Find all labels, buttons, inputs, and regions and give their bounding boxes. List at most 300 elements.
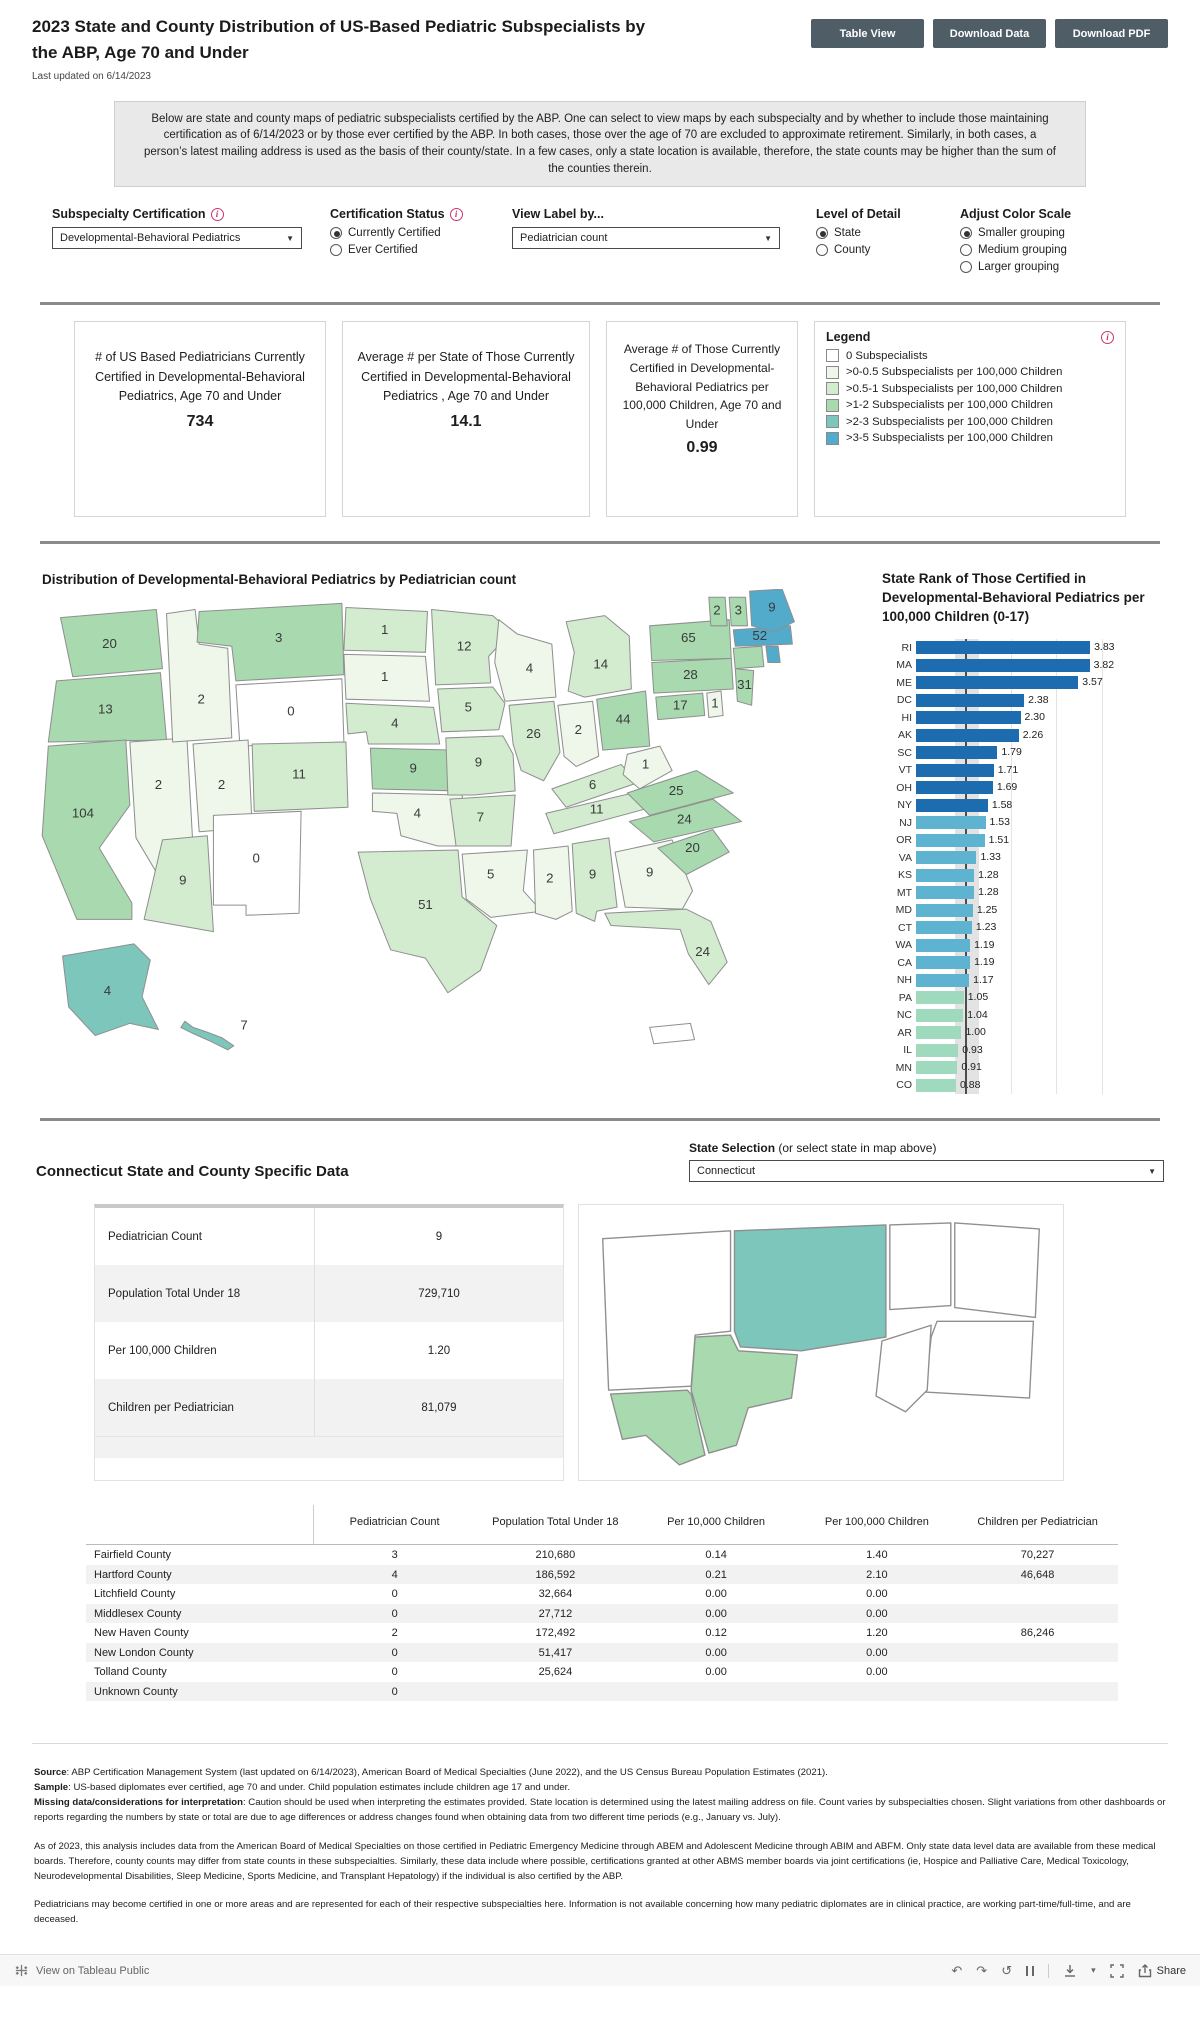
state-count-label: 2 [154,777,163,793]
info-icon[interactable]: i [450,208,463,221]
bar-value-label: 1.28 [978,886,999,899]
rank-row-IL [882,1042,1168,1060]
rank-chart-title: State Rank of Those Certified in Developmental-Behavioral Pediatrics per 100,000 Children (0-17) [882,571,1145,625]
county-value: 3 [391,1549,398,1562]
rank-bar-PA[interactable] [916,991,964,1004]
bar-value-label: 1.71 [997,763,1019,776]
subspecialty-dropdown[interactable]: Developmental-Behavioral Pediatrics ▼ [52,227,302,249]
county-value: 0.12 [705,1627,727,1640]
county-value [957,1662,1118,1682]
bar-value-label: 1.69 [996,781,1018,794]
legend-label: 0 Subspecialists [846,349,928,362]
county-value: 70,227 [1020,1549,1055,1562]
chevron-down-icon[interactable]: ▾ [1091,1965,1096,1976]
map-column [32,558,882,1094]
bar-track [916,764,1168,777]
county-value: 32,664 [538,1588,573,1601]
bar-track [916,816,1168,829]
bar-value-label: 1.51 [988,833,1010,846]
share-button[interactable]: Share [1138,1964,1186,1978]
state-WY[interactable] [236,679,344,746]
kpi-average-per-state: Average # per State of Those Currently Certified in Developmental-Behavioral Pediatrics , Age 70 and Under 14.1 [342,321,590,517]
rank-row-VA [882,849,1168,867]
summary-row[interactable] [95,1322,563,1379]
view-label-dropdown[interactable]: Pediatrician count ▼ [512,227,780,249]
state-count-label: 25 [668,783,684,799]
bar-track [916,694,1168,707]
state-count-label: 1 [380,622,389,638]
state-count-label: 4 [103,983,112,999]
undo-icon[interactable]: ↶ [951,1963,963,1979]
rank-row-WA [882,937,1168,955]
page-title: 2023 State and County Distribution of US-Based Pediatric Subspecialists by the ABP, Age 70 and Under [32,17,646,63]
reset-icon[interactable]: ↺ [1001,1963,1013,1979]
state-abbrev-label: NC [896,1009,912,1022]
state-count-label: 104 [71,805,95,821]
rank-row-NJ [882,814,1168,832]
rank-bar-AR[interactable] [916,1026,961,1039]
state-AL[interactable] [572,838,617,922]
state-count-label: 20 [685,840,700,856]
county-middlesex[interactable] [876,1325,931,1412]
legend-swatch-icon [826,349,839,362]
state-count-label: 28 [683,667,698,683]
state-PA[interactable] [652,659,734,694]
rank-row-OH [882,779,1168,797]
county-table-row[interactable] [86,1584,1118,1604]
county-map-panel [578,1204,1064,1481]
state-HI[interactable] [181,1022,234,1051]
county-table [86,1505,1118,1701]
bar-track [916,799,1168,812]
rank-bar-AK[interactable] [916,729,1019,742]
summary-row[interactable] [95,1208,563,1265]
county-value [957,1643,1118,1663]
state-MI[interactable] [566,616,631,698]
state-NE[interactable] [346,704,440,745]
radio-icon [960,261,972,273]
kpi-value: 734 [186,412,214,430]
bar-track [916,729,1168,742]
legend-item[interactable] [826,382,1114,395]
state-abbrev-label: NY [897,799,912,812]
state-VT[interactable] [709,598,727,627]
county-fairfield[interactable] [611,1390,705,1465]
state-abbrev-label: AK [897,729,912,742]
pause-icon[interactable] [1026,1966,1034,1976]
county-windham[interactable] [955,1223,1040,1317]
rank-bar-CO[interactable] [916,1079,956,1092]
rank-row-AK [882,727,1168,745]
bar-track [916,676,1168,689]
state-count-label: 12 [456,638,472,654]
county-col-header: Population Total Under 18 [492,1516,619,1529]
state-abbrev-label: OR [896,834,912,847]
bar-value-label: 3.83 [1094,641,1115,654]
summary-row[interactable] [95,1265,563,1322]
state-MO[interactable] [446,736,515,795]
state-PR[interactable] [650,1024,695,1044]
radio-icon [330,244,342,256]
county-table-row[interactable] [86,1643,1118,1663]
rank-bar-NY[interactable] [916,799,988,812]
rank-bar-NH[interactable] [916,974,969,987]
county-value: 0.00 [705,1666,727,1679]
state-count-label: 20 [102,636,117,652]
info-icon[interactable]: i [1101,331,1114,344]
bar-track [916,886,1168,899]
rank-bar-HI[interactable] [916,711,1021,724]
county-value: 210,680 [535,1549,576,1562]
state-selection-dropdown[interactable]: Connecticut ▼ [689,1160,1164,1182]
level-of-detail-control [816,207,928,278]
legend-items [826,349,1114,445]
county-col-header: Children per Pediatrician [977,1516,1098,1529]
county-table-row[interactable] [86,1662,1118,1682]
radio-county[interactable]: County [816,244,928,256]
state-count-label: 31 [737,677,752,693]
state-AR[interactable] [450,795,515,846]
state-IA[interactable] [438,687,505,732]
state-count-label: 2 [546,871,554,887]
bar-value-label: 1.17 [973,973,994,986]
county-value: 2.10 [866,1568,888,1581]
state-RI[interactable] [766,647,780,663]
rank-bar-MD[interactable] [916,904,973,917]
legend-label: >1-2 Subspecialists per 100,000 Children [846,399,1053,412]
bar-value-label: 1.25 [976,903,998,916]
footer-paragraph: Pediatricians may become certified in one or more areas and are represented for each of their respective subspecialties here. Information is not available concerning how many pediatric diplomates are in clinical practice, are working part-time/full-time, and are deceased. [34,1899,1131,1926]
county-col-header [86,1505,314,1544]
section-divider [40,302,1160,305]
state-NJ[interactable] [735,669,753,706]
state-CA[interactable] [42,740,132,919]
state-count-label: 9 [474,754,483,770]
state-abbrev-label: SC [897,746,912,759]
summary-row[interactable] [95,1379,563,1436]
state-summary-table [94,1204,564,1481]
rank-row-AR [882,1024,1168,1042]
county-new-haven[interactable] [691,1335,797,1453]
state-CO[interactable] [252,742,348,811]
legend-swatch-icon [826,399,839,412]
legend-item[interactable] [826,366,1114,379]
legend-swatch-icon [826,415,839,428]
state-count-label: 26 [526,726,541,742]
radio-state[interactable]: State [816,227,928,239]
rank-row-RI [882,639,1168,657]
bar-track [916,991,1168,1004]
county-value: 0.00 [866,1666,888,1679]
county-name: Unknown County [94,1685,178,1698]
state-count-label: 5 [486,866,495,882]
county-value [957,1604,1118,1624]
rank-bar-MN[interactable] [916,1061,957,1074]
download-data-button[interactable]: Download Data [933,19,1046,48]
redo-icon[interactable]: ↷ [976,1963,988,1979]
bar-track [916,834,1168,847]
state-KS[interactable] [370,748,458,791]
bar-value-label: 2.38 [1028,693,1049,706]
state-abbrev-label: CA [897,956,912,969]
county-table-header [86,1505,1118,1545]
bar-value-label: 0.88 [960,1078,981,1091]
state-section-header [36,1141,1164,1182]
state-ND[interactable] [344,608,428,653]
header [32,0,1168,82]
download-pdf-button[interactable]: Download PDF [1055,19,1168,48]
state-rank-chart [882,639,1168,1094]
county-value: 0 [391,1607,398,1620]
county-new-london[interactable] [925,1321,1033,1398]
rank-bar-IL[interactable] [916,1044,958,1057]
rank-bar-ME[interactable] [916,676,1078,689]
county-value: 0.00 [705,1646,727,1659]
bar-value-label: 2.26 [1022,728,1044,741]
state-count-label: 3 [734,602,743,618]
rank-bar-VT[interactable] [916,764,994,777]
rank-row-KS [882,867,1168,885]
state-abbrev-label: AR [897,1026,912,1039]
bar-value-label: 3.82 [1093,658,1115,671]
chevron-down-icon: ▼ [1148,1166,1156,1176]
bar-track [916,904,1168,917]
tableau-taskbar [0,1954,1200,1986]
view-on-tableau-public[interactable]: View on Tableau Public [14,1963,149,1978]
bar-value-label: 1.28 [978,868,999,881]
state-count-label: 7 [476,809,485,825]
state-count-label: 4 [525,661,534,677]
state-abbrev-label: NH [896,974,912,987]
legend-panel [814,321,1126,517]
radio-icon [816,227,828,239]
county-hartford[interactable] [734,1225,885,1351]
section-divider [40,541,1160,544]
rank-bar-KS[interactable] [916,869,974,882]
legend-item[interactable] [826,399,1114,412]
connecticut-county-map [585,1211,1057,1469]
bar-value-label: 0.93 [962,1043,983,1056]
county-value: 0.14 [705,1549,727,1562]
rank-bar-SC[interactable] [916,746,997,759]
fullscreen-icon[interactable] [1110,1964,1124,1978]
taskbar-actions [951,1964,1186,1978]
state-count-label: 4 [413,805,421,821]
radio-larger-grouping[interactable]: Larger grouping [960,261,1164,273]
county-value: 0 [391,1666,398,1679]
legend-swatch-icon [826,366,839,379]
state-abbrev-label: RI [901,641,912,654]
county-value: 0 [391,1646,398,1659]
rank-row-CT [882,919,1168,937]
state-DE[interactable] [707,691,723,718]
county-table-row[interactable] [86,1545,1118,1565]
county-value [636,1682,797,1702]
state-selection-block [689,1141,1164,1182]
county-tolland[interactable] [890,1223,951,1310]
state-IN[interactable] [558,702,599,767]
state-count-label: 5 [464,699,472,715]
state-MD[interactable] [656,693,705,720]
bar-track [916,781,1168,794]
county-table-row[interactable] [86,1623,1118,1643]
bar-track [916,974,1168,987]
county-value: 0.21 [705,1568,727,1581]
state-WA[interactable] [61,610,163,677]
county-value: 51,417 [538,1646,573,1659]
rank-bar-OH[interactable] [916,781,993,794]
county-value: 2 [391,1627,398,1640]
rank-bar-DC[interactable] [916,694,1024,707]
rank-row-NC [882,1007,1168,1025]
county-col-header: Per 10,000 Children [667,1516,766,1529]
rank-bar-WA[interactable] [916,939,970,952]
rank-bar-MT[interactable] [916,886,974,899]
county-value: 0.00 [705,1588,727,1601]
state-count-label: 9 [409,760,417,776]
state-abbrev-label: IL [903,1044,912,1057]
download-icon[interactable] [1063,1964,1077,1978]
county-value [957,1584,1118,1604]
county-name: Middlesex County [94,1607,182,1620]
summary-value: 81,079 [421,1401,457,1414]
bar-track [916,1061,1168,1074]
rank-bar-VA[interactable] [916,851,976,864]
kpi-row [74,321,1126,517]
state-count-label: 1 [380,669,389,685]
legend-item[interactable] [826,432,1114,445]
rank-row-SC [882,744,1168,762]
summary-value: 729,710 [418,1287,460,1300]
state-NH[interactable] [729,598,747,627]
header-buttons [811,14,1168,82]
radio-medium-grouping[interactable]: Medium grouping [960,244,1164,256]
legend-label: >0-0.5 Subspecialists per 100,000 Children [846,366,1063,379]
radio-icon [960,227,972,239]
state-count-label: 6 [588,777,597,793]
radio-icon [816,244,828,256]
county-table-row[interactable] [86,1682,1118,1702]
state-abbrev-label: PA [898,991,912,1004]
state-count-label: 9 [588,866,597,882]
state-count-label: 14 [593,656,609,672]
state-NM[interactable] [213,812,301,916]
legend-title: Legend [826,330,871,345]
rank-row-CA [882,954,1168,972]
rank-bar-CT[interactable] [916,921,972,934]
bar-value-label: 1.05 [967,991,989,1004]
level-of-detail-label: Level of Detail [816,207,901,222]
legend-item[interactable] [826,349,1114,362]
info-icon[interactable]: i [211,208,224,221]
county-value: 1.20 [866,1627,888,1640]
state-IL[interactable] [509,702,560,782]
radio-ever-certified[interactable]: Ever Certified [330,244,490,256]
rank-bar-OR[interactable] [916,834,985,847]
county-name: Fairfield County [94,1549,172,1562]
table-view-button[interactable]: Table View [811,19,924,48]
bar-track [916,659,1168,672]
rank-bar-MA[interactable] [916,659,1090,672]
state-SD[interactable] [344,655,430,702]
kpi-total-pediatricians: # of US Based Pediatricians Currently Certified in Developmental-Behavioral Pediatrics, Age 70 and Under 734 [74,321,326,517]
summary-table-overflow [95,1436,563,1458]
bar-track [916,1079,1168,1092]
county-table-body [86,1545,1118,1701]
county-name: Tolland County [94,1666,167,1679]
footer-lead: Sample [34,1782,69,1794]
state-AK[interactable] [63,944,159,1036]
legend-swatch-icon [826,382,839,395]
state-CT[interactable] [733,647,764,669]
bar-track [916,711,1168,724]
summary-label: Children per Pediatrician [95,1379,315,1436]
intro-text: Below are state and county maps of pediatric subspecialists certified by the ABP. One can select to view maps by each subspecialty and by whether to include those maintaining certification as of 6/14/2023 or by those ever certified by the ABP. In both cases, those over the age of 70 are excluded to approximate retirement. Similarly, in both cases, a person’s latest mailing address is used as the basis of their county/state. In a few cases, only a state location is available, therefore, the state counts may be higher than the sum of the counties therein. [114,101,1086,188]
radio-smaller-grouping[interactable]: Smaller grouping [960,227,1164,239]
bar-value-label: 1.19 [974,956,995,969]
cert-status-control [330,207,490,278]
color-scale-control [960,207,1164,278]
rank-chart-column [882,558,1168,1094]
bar-value-label: 1.00 [965,1026,986,1039]
kpi-average-per-100k: Average # of Those Currently Certified in Developmental-Behavioral Pediatrics per 100,000 Children, Age 70 and Under 0.99 [606,321,798,517]
rank-bar-CA[interactable] [916,956,970,969]
state-count-label: 13 [98,701,113,717]
state-count-label: 7 [240,1017,248,1033]
footer-lead: Missing data/considerations for interpretation [34,1797,243,1809]
bar-value-label: 1.19 [974,938,995,951]
state-selection-note: (or select state in map above) [775,1141,937,1156]
bar-track [916,921,1168,934]
county-table-row[interactable] [86,1565,1118,1585]
state-FL[interactable] [605,910,727,985]
state-ME[interactable] [750,589,795,632]
legend-swatch-icon [826,432,839,445]
state-OR[interactable] [48,673,166,742]
state-count-label: 3 [274,630,283,646]
legend-item[interactable] [826,415,1114,428]
bar-value-label: 1.53 [989,816,1010,829]
rank-bar-NC[interactable] [916,1009,963,1022]
map-and-rank-section [32,558,1168,1094]
rank-row-OR [882,832,1168,850]
bar-track [916,851,1168,864]
section-divider [40,1118,1160,1121]
state-abbrev-label: MN [895,1061,912,1074]
county-table-row[interactable] [86,1604,1118,1624]
radio-currently-certified[interactable]: Currently Certified [330,227,490,239]
state-abbrev-label: HI [901,711,912,724]
chevron-down-icon: ▼ [286,233,294,243]
state-MS[interactable] [533,846,572,919]
map-title: Distribution of Developmental-Behavioral Pediatrics by Pediatrician count [42,572,517,588]
state-OH[interactable] [597,691,650,750]
last-updated: Last updated on 6/14/2023 [32,70,151,82]
footer-notes [34,1766,1166,1928]
county-value: 0 [391,1685,398,1698]
state-WI[interactable] [495,620,556,702]
county-name: New Haven County [94,1627,189,1640]
state-count-label: 2 [574,722,583,738]
rank-row-CO [882,1077,1168,1095]
view-label-control [512,207,780,278]
bar-track [916,1026,1168,1039]
rank-bar-NJ[interactable] [916,816,986,829]
bar-track [916,956,1168,969]
summary-value: 9 [435,1230,443,1243]
state-count-label: 24 [676,811,692,827]
rank-bar-RI[interactable] [916,641,1090,654]
